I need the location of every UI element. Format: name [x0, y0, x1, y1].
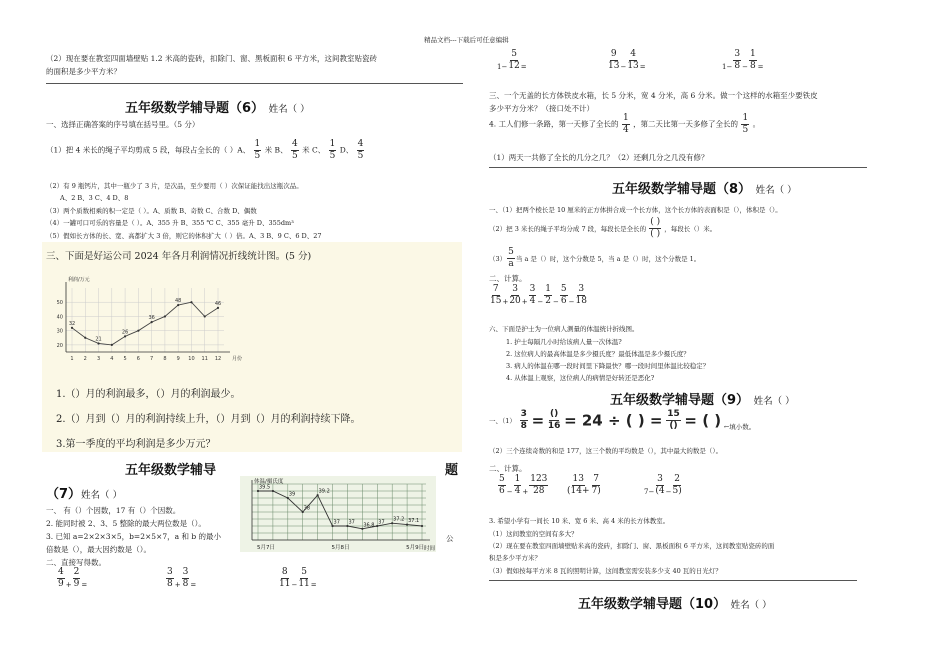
- profit-line-chart: [44, 272, 249, 364]
- arith-item: $\frac{3}{8}$ + $\frac{3}{8}$ =: [167, 567, 197, 589]
- x-tick-label: 9: [176, 356, 180, 362]
- arith-item: $\frac{9}{13}$ − $\frac{4}{13}$ =: [608, 49, 646, 71]
- data-point: [111, 344, 113, 346]
- section-heading: 六、下面是护士为一位病人测量的体温统计折线图。: [489, 325, 639, 333]
- chart-question-3: 3.第一季度的平均利润是多少万元？: [56, 439, 216, 450]
- data-label: 37: [378, 519, 385, 526]
- divider: [489, 167, 867, 168]
- choice-options: A、2 B、3 C、4 D、8: [60, 194, 129, 202]
- section-title-7: 五年级数学辅导: [125, 463, 217, 478]
- data-point: [272, 490, 274, 492]
- arith-item: $\frac{8}{11}$ − $\frac{5}{11}$ =: [279, 567, 317, 589]
- x-tick-label: 5月7日: [257, 545, 275, 551]
- question-text: 积是多少平方米？: [489, 554, 541, 562]
- arith-item: 1− $\frac{5}{12}$ =: [497, 49, 527, 71]
- y-axis-label: 利润/万元: [68, 277, 90, 283]
- x-tick-label: 6: [136, 356, 140, 362]
- x-tick-label: 5月9日: [406, 545, 425, 551]
- data-label: 38: [303, 505, 311, 512]
- arith-item: $\frac{13}{(14+}$ $\frac{7}{7)}$: [567, 474, 601, 496]
- choice-question-2: （2）有 9 瓶钙片，其中一瓶少了 3 片，是次品，至少要用（ ）次保证能找出这瓶次品。: [46, 182, 303, 190]
- chart-question-1: 1.（）月的利润最多，（）月的利润最少。: [56, 389, 241, 400]
- question-text: 3. 希望小学有一间长 10 米、宽 6 米、高 4 米的长方体教室。: [489, 517, 670, 525]
- section-heading: 二、计算。: [489, 464, 527, 473]
- data-label: 26: [121, 329, 129, 336]
- data-point: [124, 335, 126, 337]
- y-tick-label: 20: [56, 342, 63, 349]
- data-label: 36: [148, 315, 155, 322]
- question-text: 2. 能同时被 2、3、5 整除的最大两位数是（）。: [46, 519, 206, 528]
- data-point: [71, 327, 73, 329]
- data-label: 37.2: [393, 516, 405, 523]
- data-label: 46: [214, 300, 222, 307]
- question-text: 一、（1）把两个棱长是 10 厘米的正方体拼合成一个长方体，这个长方体的表面积是（），体积是（）。: [489, 206, 782, 214]
- y-axis-label: 体温/摄氏度: [254, 479, 284, 485]
- data-point: [190, 301, 192, 303]
- data-label: 39: [288, 491, 296, 498]
- data-point: [137, 330, 139, 332]
- x-tick-label: 7: [150, 356, 154, 362]
- x-tick-label: 4: [110, 356, 114, 362]
- list-item: 2. 这位病人的最高体温是多少摄氏度？最低体温是多少摄氏度？: [506, 350, 690, 358]
- question-text: 公: [446, 534, 454, 543]
- question-text: （1）这间教室的空间有多大？: [489, 530, 578, 538]
- section-heading: 二、计算。: [489, 274, 527, 283]
- question-text: （2）把 3 米长的绳子平均分成 7 段，每段长是全长的 $\frac{( )}{( )}$ ，每段长（）米。: [489, 217, 717, 239]
- question-text: 三、一个无盖的长方体铁皮水箱，长 5 分米，宽 4 分米，高 6 分米。做一个这样的水箱至少要铁皮: [489, 91, 818, 100]
- profit-series-line: [72, 302, 218, 345]
- choice-question-1: （1）把 4 米长的绳子平均剪成 5 段，每段占全长的（ ）A、 $\frac{1}{5}$ 米 B、 $\frac{4}{5}$ 米 C、 $\frac{1}{5}$ D、 $\frac{4}{5}$: [46, 139, 364, 161]
- section-title-6: 五年级数学辅导题（6） 姓名（ ）: [125, 101, 310, 116]
- choice-question-5: （5）假如长方体的长、宽、高都扩大 3 倍，则它的体积扩大（ ）倍。A、3 B、9 C、6 D、27: [46, 232, 322, 240]
- y-tick-label: 40: [56, 314, 63, 321]
- x-axis-label: 月份: [232, 356, 243, 362]
- x-tick-label: 11: [201, 356, 208, 362]
- data-point: [217, 307, 219, 309]
- data-point: [164, 315, 166, 317]
- data-label: 37.1: [408, 518, 420, 525]
- data-point: [177, 304, 179, 306]
- data-point: [151, 321, 153, 323]
- x-tick-label: 12: [214, 356, 222, 362]
- question-text: （1）两天一共修了全长的几分之几？（2）还剩几分之几没有修？: [489, 153, 709, 162]
- x-tick-label: 8: [163, 356, 167, 362]
- section-heading: 一、选择正确答案的序号填在括号里。（5 分）: [46, 120, 200, 129]
- section-subtitle-7: （7）姓名（ ）: [46, 487, 123, 502]
- x-axis-label: 时间: [424, 546, 436, 552]
- section-heading: 三、下面是好运公司 2024 年各月利润情况折线统计图。(5 分): [46, 251, 312, 262]
- choice-question-4: （4）一罐可口可乐的容量是（ ）。A、355 升 B、355 ℃ C、355 毫升 D、355dm³: [46, 219, 294, 227]
- x-tick-label: 2: [83, 356, 87, 362]
- data-label: 48: [174, 298, 182, 305]
- question-text: （3） $\frac{5}{a}$ 当 a 是（）时，这个分数是 5，当 a 是（）时，这个分数是 1。: [489, 247, 701, 269]
- data-point: [204, 315, 206, 317]
- question-text: （2）现在要在教室四面墙壁贴 1.2 米高的瓷砖，扣除门、窗、黑板面积 6 平方米，这间教室贴瓷砖: [46, 54, 378, 63]
- arith-item: 1− $\frac{3}{8}$ − $\frac{1}{8}$ =: [722, 49, 764, 71]
- data-label: 37: [333, 519, 340, 526]
- list-item: 4. 从体温上观察，这位病人的病情是好转还是恶化?: [506, 374, 655, 382]
- arith-item: $\frac{4}{9}$ + $\frac{2}{9}$ =: [58, 567, 88, 589]
- arith-item: 7− $\frac{3}{(4}$ − $\frac{2}{5)}$: [644, 474, 682, 496]
- data-label: 32: [68, 320, 76, 327]
- x-tick-label: 10: [188, 356, 195, 362]
- list-item: 1. 护士每隔几小时给该病人量一次体温?: [506, 338, 622, 346]
- y-tick-label: 50: [56, 300, 63, 307]
- question-text: （2）现在要在教室四面墙壁贴米高的瓷砖，扣除门、窗、黑板面积 6 平方米，这间教室贴瓷砖的面: [489, 542, 775, 550]
- data-label: 39.5: [259, 484, 271, 491]
- data-label: 21: [95, 336, 102, 343]
- section-title-10: 五年级数学辅导题（10） 姓名（ ）: [578, 597, 772, 612]
- question-text: 多少平方分米？（接口处不计）: [489, 104, 594, 113]
- section-title-9: 五年级数学辅导题（9） 姓名（ ）: [610, 393, 795, 408]
- arith-item: $\frac{5}{6}$ − $\frac{1}{4}$ + $\frac{123}{28}$: [499, 474, 548, 496]
- question-text: 一、 有（）个因数，17 有（）个因数。: [46, 506, 181, 515]
- question-text: 4. 工人们修一条路，第一天修了全长的 $\frac{1}{4}$ ，第二天比第一天多修了全长的 $\frac{1}{5}$ 。: [489, 113, 761, 135]
- data-point: [84, 337, 86, 339]
- data-point: [97, 342, 99, 344]
- divider: [46, 83, 463, 84]
- divider: [489, 580, 857, 581]
- data-label: 36.8: [363, 522, 375, 529]
- x-tick-label: 5: [123, 356, 127, 362]
- list-item: 3. 病人的体温在哪一段时间里下降最快？哪一段时间里体温比较稳定？: [506, 362, 710, 370]
- x-tick-label: 1: [70, 356, 74, 362]
- question-text: 倍数是（），最大因约数是（）。: [46, 545, 151, 554]
- section-title-7-end: 题: [445, 463, 459, 478]
- data-point: [421, 525, 423, 527]
- x-tick-label: 3: [96, 356, 101, 362]
- section-heading: 二、直接写得数。: [46, 558, 106, 567]
- question-text: 的面积是多少平方米？: [46, 67, 121, 76]
- section-title-8: 五年级数学辅导题（8） 姓名（ ）: [612, 182, 797, 197]
- page-header: 精品文档---下载后可任意编辑: [424, 36, 509, 44]
- y-tick-label: 30: [56, 328, 63, 335]
- arith-row: $\frac{7}{15}$ + $\frac{3}{20}$ + $\frac{3}{4}$ − $\frac{1}{2}$ − $\frac{5}{6}$ − $\frac{3}{18}$: [490, 284, 587, 306]
- temperature-line-chart: [240, 476, 436, 552]
- equation-row: 一、（1） $\frac{3}{8}$ = $\frac{()}{16}$ = 24 ÷ ( ) = $\frac{15}{()}$ = ( ) ←填小数。: [489, 409, 756, 431]
- x-tick-label: 5月8日: [331, 545, 350, 551]
- question-text: （3）假如按每平方米 8 瓦的照明计算，这间教室需安装多少支 40 瓦的日光灯？: [489, 567, 722, 575]
- chart-question-2: 2.（）月到（）月的利润持续上升，（）月到（）月的利润持续下降。: [56, 414, 361, 425]
- data-label: 39.2: [318, 488, 330, 495]
- choice-question-3: （3）两个质数相乘的积一定是（ ）。A、质数 B、奇数 C、合数 D、偶数: [46, 207, 257, 215]
- data-label: 37: [348, 519, 355, 526]
- question-text: （2）三个连续奇数的和是 177，这三个数的平均数是（），其中最大的数是（）。: [489, 447, 723, 455]
- question-text: 3. 已知 a=2×2×3×5，b=2×5×7，a 和 b 的最小: [46, 532, 222, 541]
